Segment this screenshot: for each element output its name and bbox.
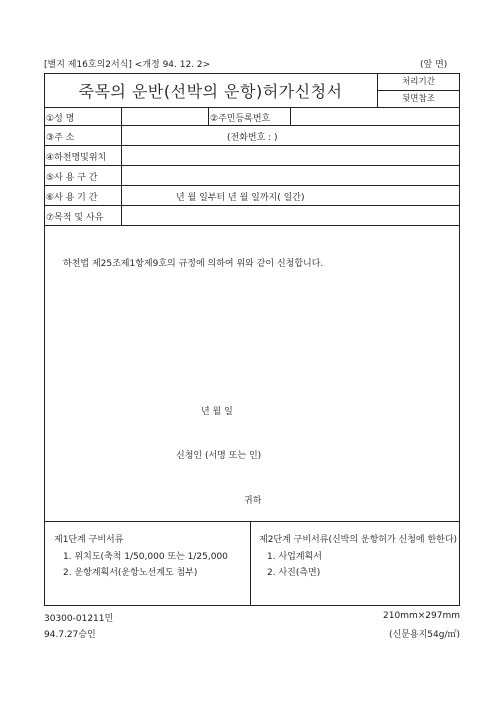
- documents-divider: [44, 521, 460, 522]
- see-back-label: 뒷면참조: [402, 94, 435, 104]
- stage1-documents-heading: 제1단계 구비서류: [54, 535, 124, 545]
- stage2-document-item: 1. 사업계획서: [267, 552, 322, 562]
- form-title: 죽목의 운반(선박의 운항)허가신청서: [78, 81, 343, 101]
- use-period-value: 년 월 일부터 년 월 일까지( 일간): [176, 193, 305, 203]
- form-number: 30300-01211민: [44, 614, 114, 624]
- processing-period-label: 처리기간: [402, 77, 435, 87]
- label-name: ①성 명: [46, 114, 75, 124]
- stage2-document-item: 2. 사진(측면): [267, 568, 321, 578]
- label-use-period: ⑥사 용 기 간: [46, 193, 98, 203]
- row-line: [44, 125, 460, 126]
- label-column-divider: [121, 107, 122, 225]
- application-date: 년 월 일: [201, 407, 233, 417]
- paper-type: (신문용지54g/㎡): [389, 630, 460, 640]
- addressee: 귀하: [244, 496, 262, 506]
- application-statement: 하천법 제25조제1항제9호의 규정에 의하여 위와 같이 신청합니다.: [63, 259, 324, 269]
- documents-column-divider: [250, 521, 251, 606]
- label-address: ③주 소: [46, 133, 75, 143]
- stage1-document-item: 2. 운항계획서(운항노선계도 첨부): [63, 568, 198, 578]
- stage2-documents-heading: 제2단계 구비서류(신박의 운항허가 신청에 한한다): [259, 535, 458, 545]
- label-resident-number: ②주민등록번호: [210, 114, 271, 124]
- page-side-label: (앞 면): [420, 60, 448, 70]
- paper-size: 210mm×297mm: [383, 611, 460, 621]
- row-line: [44, 107, 460, 108]
- row-line: [44, 205, 460, 206]
- phone-number-field: (전화번호 : ): [227, 133, 278, 143]
- applicant-signature: 신청인 (서명 또는 인): [176, 451, 262, 461]
- row-line: [44, 165, 460, 166]
- label-river-location: ④하천명및위치: [46, 153, 107, 163]
- label-purpose: ⑦목적 및 사유: [46, 213, 104, 223]
- approval-date: 94.7.27승인: [44, 630, 96, 640]
- row-line: [44, 145, 460, 146]
- stage1-document-item: 1. 위치도(축척 1/50,000 또는 1/25,000: [63, 552, 228, 562]
- label-use-section: ⑤사 용 구 간: [46, 173, 98, 183]
- row-line: [44, 225, 460, 226]
- form-reference: [별지 제16호의2서식] <개정 94. 12. 2>: [44, 60, 211, 70]
- row1-divider: [290, 107, 291, 125]
- row-line: [44, 185, 460, 186]
- row1-divider: [208, 107, 209, 125]
- application-form: [44, 73, 460, 606]
